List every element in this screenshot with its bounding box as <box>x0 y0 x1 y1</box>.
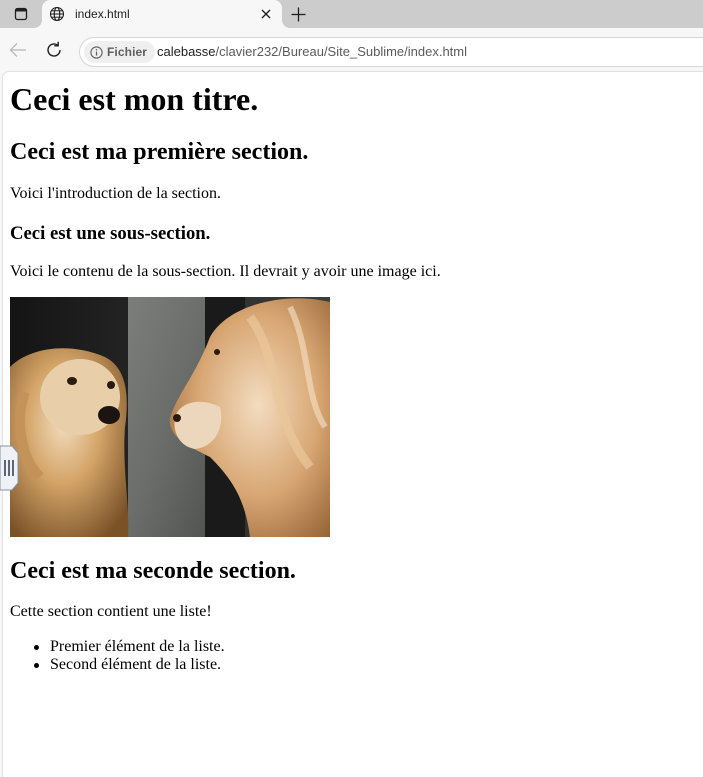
section-1-intro: Voici l'introduction de la section. <box>10 185 221 202</box>
back-button[interactable] <box>8 40 28 60</box>
section-2-heading: Ceci est ma seconde section. <box>10 558 296 584</box>
reload-icon <box>45 41 63 59</box>
url-host: calebasse <box>157 44 216 59</box>
url-text[interactable] <box>157 44 467 60</box>
list-item: Second élément de la liste. <box>50 656 225 674</box>
address-bar[interactable] <box>79 37 703 67</box>
reload-button[interactable] <box>44 40 64 60</box>
section-2-intro: Cette section contient une liste! <box>10 603 212 620</box>
tab-strip <box>0 0 703 28</box>
site-info-button[interactable] <box>84 41 155 63</box>
subsection-content: Voici le contenu de la sous-section. Il devrait y avoir une image ici. <box>10 263 441 280</box>
dogs-photo <box>10 297 330 537</box>
tab-title: index.html <box>75 7 130 21</box>
page-viewport <box>2 71 703 777</box>
back-arrow-icon <box>9 42 27 58</box>
site-info-label: Fichier <box>107 45 148 59</box>
new-tab-button[interactable] <box>288 4 308 24</box>
sidebar-toggle-handle[interactable] <box>0 445 19 491</box>
tab-actions-icon <box>14 7 28 21</box>
drag-handle-icon <box>0 445 19 491</box>
plus-icon <box>291 7 306 22</box>
page-title: Ceci est mon titre. <box>10 81 259 117</box>
list-item: Premier élément de la liste. <box>50 638 225 655</box>
tab-index-html[interactable] <box>42 0 282 28</box>
bullet-list <box>50 638 225 674</box>
globe-icon <box>49 6 65 22</box>
url-path: /clavier232/Bureau/Site_Sublime/index.html <box>215 44 468 59</box>
section-1-heading: Ceci est ma première section. <box>10 139 309 165</box>
info-icon <box>90 46 103 59</box>
tab-close-button[interactable] <box>259 7 273 21</box>
browser-toolbar <box>0 28 703 70</box>
dogs-image <box>10 297 330 537</box>
subsection-heading: Ceci est une sous-section. <box>10 223 211 244</box>
close-icon <box>261 9 271 19</box>
